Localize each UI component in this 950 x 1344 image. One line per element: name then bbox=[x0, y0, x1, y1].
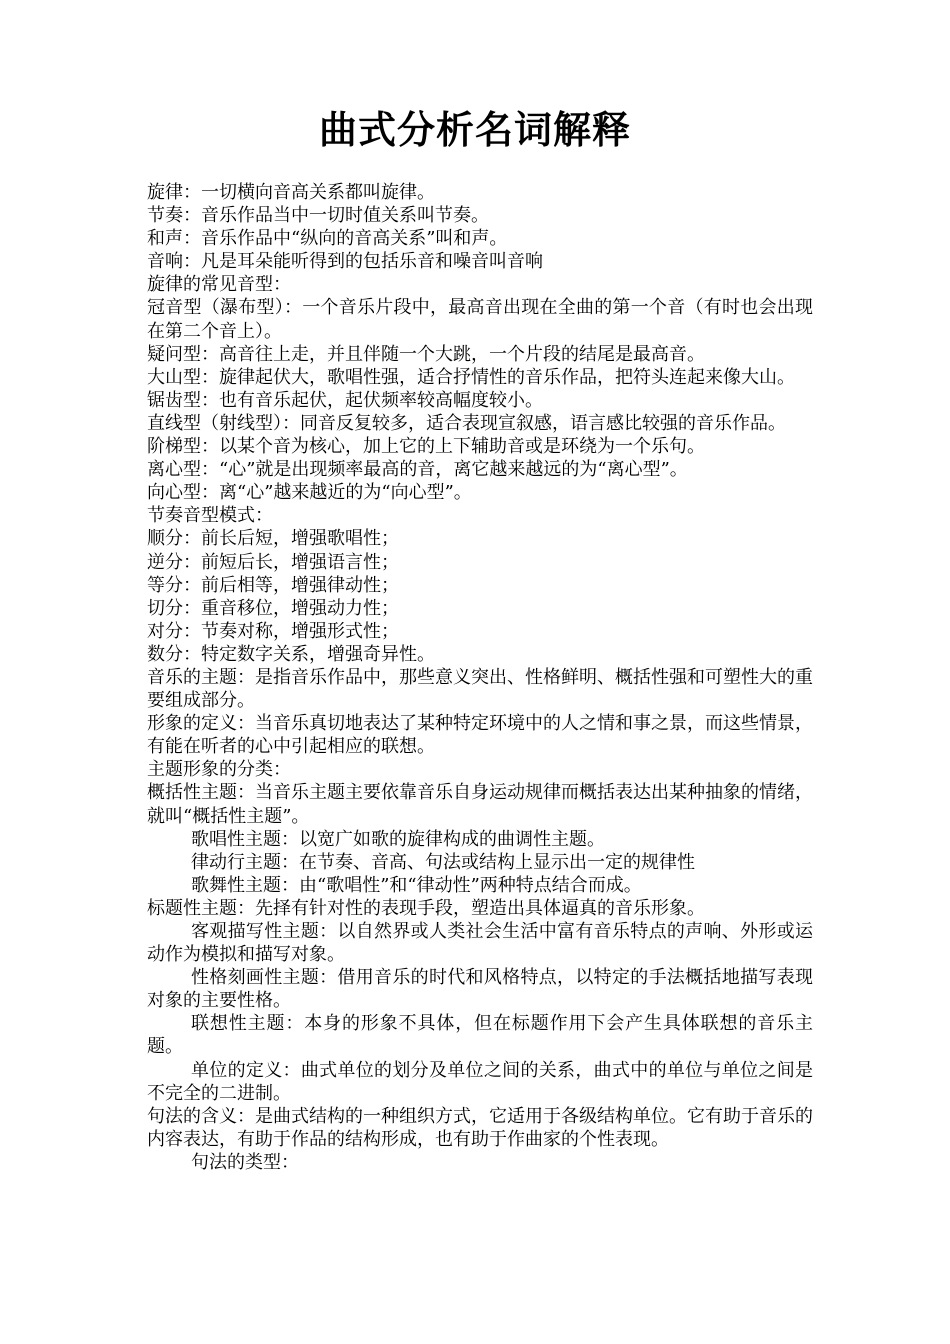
paragraph: 标题性主题：先择有针对性的表现手段，塑造出具体逼真的音乐形象。 bbox=[147, 897, 705, 919]
paragraph: 句法的含义：是曲式结构的一种组织方式，它适用于各级结构单位。它有助于音乐的内容表达，有助于作品的结构形成，也有助于作曲家的个性表现。 bbox=[147, 1105, 813, 1150]
paragraph: 概括性主题：当音乐主题主要依靠音乐自身运动规律而概括表达出某种抽象的情绪，就叫“概括性主题”。 bbox=[147, 782, 813, 827]
document-body bbox=[147, 181, 813, 1174]
paragraph: 歌舞性主题：由“歌唱性”和“律动性”两种特点结合而成。 bbox=[191, 874, 642, 896]
paragraph: 直线型（射线型）：同音反复较多，适合表现宣叙感，语言感比较强的音乐作品。 bbox=[147, 412, 786, 434]
document-title: 曲式分析名词解释 bbox=[318, 108, 631, 152]
paragraph: 旋律：一切横向音高关系都叫旋律。 bbox=[147, 182, 435, 203]
paragraph: 离心型：“心”就是出现频率最高的音，离它越来越远的为“离心型”。 bbox=[147, 459, 688, 481]
paragraph: 单位的定义：曲式单位的划分及单位之间的关系，曲式中的单位与单位之间是不完全的二进制。 bbox=[147, 1059, 813, 1104]
paragraph: 形象的定义：当音乐真切地表达了某种特定环境中的人之情和事之景，而这些情景，有能在听者的心中引起相应的联想。 bbox=[147, 713, 813, 758]
paragraph: 旋律的常见音型： bbox=[147, 274, 291, 296]
paragraph: 对分：节奏对称，增强形式性； bbox=[147, 620, 399, 642]
paragraph: 节奏音型模式： bbox=[147, 505, 273, 527]
paragraph: 音乐的主题：是指音乐作品中，那些意义突出、性格鲜明、概括性强和可塑性大的重要组成部分。 bbox=[147, 666, 813, 712]
paragraph: 和声：音乐作品中“纵向的音高关系”叫和声。 bbox=[147, 228, 508, 250]
paragraph: 歌唱性主题：以宽广如歌的旋律构成的曲调性主题。 bbox=[191, 828, 605, 850]
paragraph: 疑问型：高音往上走，并且伴随一个大跳，一个片段的结尾是最高音。 bbox=[147, 343, 705, 365]
paragraph: 切分：重音移位，增强动力性； bbox=[147, 597, 399, 619]
paragraph: 逆分：前短后长，增强语言性； bbox=[147, 551, 399, 573]
paragraph: 性格刻画性主题：借用音乐的时代和风格特点，以特定的手法概括地描写表现对象的主要性格。 bbox=[147, 967, 813, 1012]
paragraph: 主题形象的分类： bbox=[147, 759, 291, 781]
paragraph: 等分：前后相等，增强律动性； bbox=[147, 574, 399, 596]
paragraph: 大山型：旋律起伏大，歌唱性强，适合抒情性的音乐作品，把符头连起来像大山。 bbox=[147, 366, 795, 388]
paragraph: 向心型：离“心”越来越近的为“向心型”。 bbox=[147, 482, 472, 504]
paragraph: 句法的类型： bbox=[191, 1151, 299, 1173]
paragraph: 数分：特定数字关系，增强奇异性。 bbox=[147, 643, 435, 665]
paragraph: 阶梯型：以某个音为核心，加上它的上下辅助音或是环绕为一个乐句。 bbox=[147, 436, 705, 458]
paragraph: 律动行主题：在节奏、音高、句法或结构上显示出一定的规律性 bbox=[191, 851, 695, 873]
paragraph: 锯齿型：也有音乐起伏，起伏频率较高幅度较小。 bbox=[147, 389, 543, 411]
paragraph: 顺分：前长后短，增强歌唱性； bbox=[147, 528, 399, 550]
paragraph: 音响：凡是耳朵能听得到的包括乐音和噪音叫音响 bbox=[147, 251, 543, 273]
paragraph: 客观描写性主题：以自然界或人类社会生活中富有音乐特点的声响、外形或运动作为模拟和描写对象。 bbox=[147, 921, 813, 966]
paragraph: 节奏：音乐作品当中一切时值关系叫节奏。 bbox=[147, 205, 489, 227]
paragraph: 冠音型（瀑布型）：一个音乐片段中，最高音出现在全曲的第一个音（有时也会出现在第二个音上）。 bbox=[147, 297, 813, 342]
paragraph: 联想性主题：本身的形象不具体，但在标题作用下会产生具体联想的音乐主题。 bbox=[147, 1013, 813, 1058]
